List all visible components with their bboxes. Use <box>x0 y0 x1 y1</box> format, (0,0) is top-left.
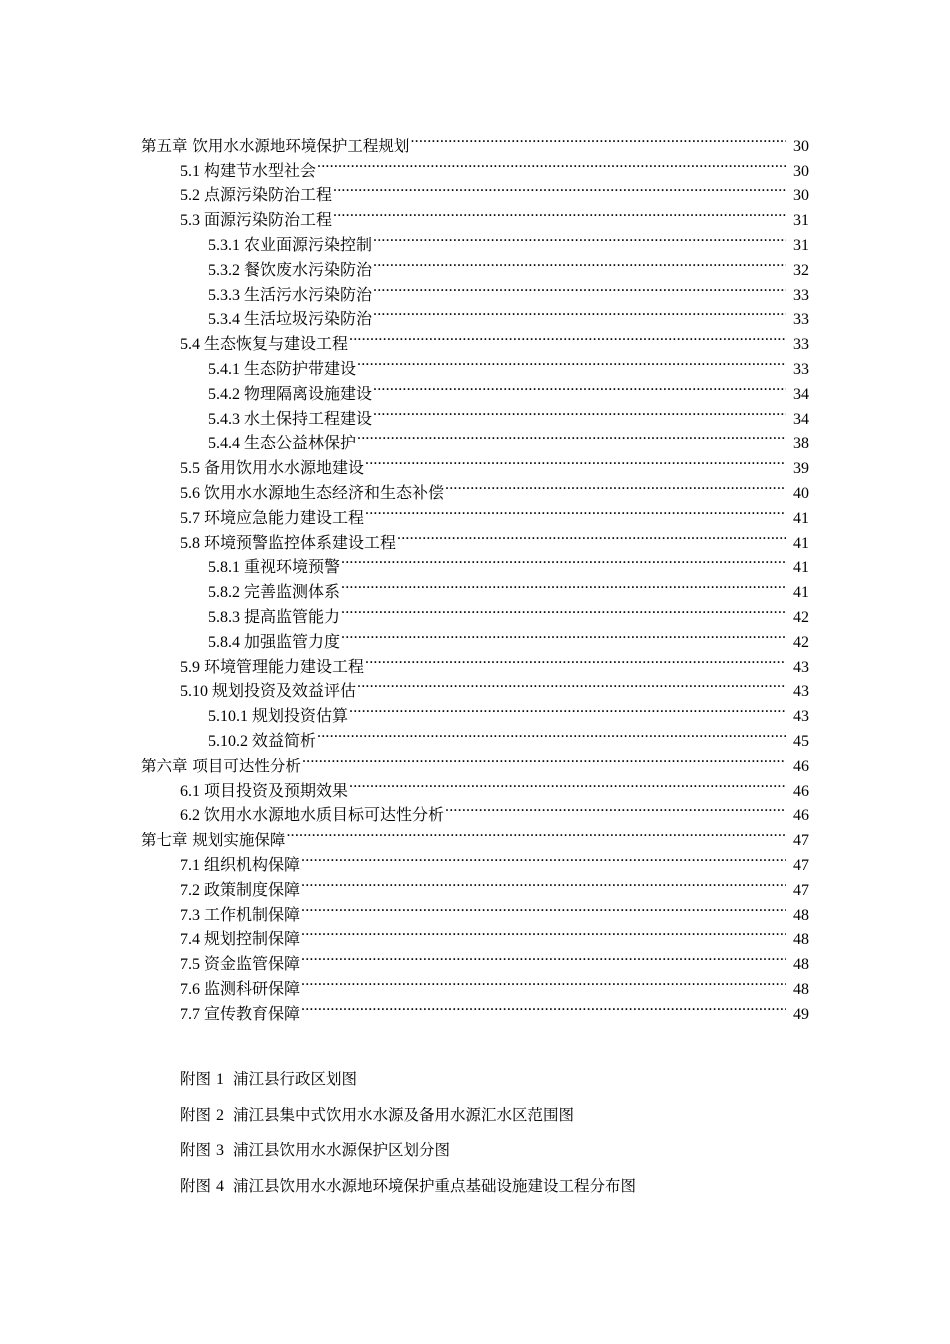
toc-page-number: 48 <box>793 931 809 949</box>
toc-entry-title: 5.10.1 规划投资估算 <box>208 708 349 726</box>
toc-entry-title: 5.8.1 重视环境预警 <box>208 559 341 577</box>
toc-dot-leader <box>301 920 786 945</box>
toc-dot-leader <box>445 473 786 498</box>
toc-dot-leader <box>373 275 786 300</box>
toc-subsection-entry[interactable] <box>0 250 950 279</box>
toc-entry-title: 7.4 规划控制保障 <box>180 931 301 949</box>
toc-entry-title: 5.4.1 生态防护带建设 <box>208 360 357 378</box>
toc-page-number: 30 <box>793 187 809 205</box>
toc-entry-title: 7.5 资金监管保障 <box>180 956 301 974</box>
toc-dot-leader <box>373 300 786 325</box>
toc-entry-title: 5.5 备用饮用水水源地建设 <box>180 460 365 478</box>
appendix-figure-item <box>180 1174 636 1210</box>
toc-page-number: 46 <box>793 782 809 800</box>
toc-dot-leader <box>301 870 786 895</box>
toc-chapter-entry[interactable] <box>0 126 950 155</box>
toc-dot-leader <box>357 424 786 449</box>
toc-entry-title: 5.7 环境应急能力建设工程 <box>180 509 365 527</box>
toc-section-entry[interactable] <box>0 796 950 825</box>
toc-dot-leader <box>373 374 786 399</box>
toc-dot-leader <box>301 994 786 1019</box>
figure-label <box>180 1103 224 1128</box>
toc-subsection-entry[interactable] <box>0 225 950 254</box>
toc-entry-title: 第六章 项目可达性分析 <box>141 756 301 775</box>
toc-entry-title: 5.3 面源污染防治工程 <box>180 212 333 230</box>
figure-label <box>180 1174 224 1199</box>
toc-subsection-entry[interactable] <box>0 374 950 403</box>
figure-label <box>180 1138 224 1163</box>
toc-dot-leader <box>341 572 786 597</box>
toc-section-entry[interactable] <box>0 870 950 899</box>
toc-dot-leader <box>302 746 786 771</box>
figure-number: 1 <box>215 1071 224 1088</box>
toc-subsection-entry[interactable] <box>0 597 950 626</box>
toc-dot-leader <box>317 721 786 746</box>
appendix-figure-item <box>180 1138 636 1174</box>
toc-dot-leader <box>349 324 786 349</box>
toc-page-number: 48 <box>793 980 809 998</box>
toc-page-number: 32 <box>793 261 809 279</box>
toc-dot-leader <box>373 399 786 424</box>
figure-number: 3 <box>215 1142 224 1159</box>
toc-subsection-entry[interactable] <box>0 349 950 378</box>
toc-section-entry[interactable] <box>0 845 950 874</box>
toc-dot-leader <box>445 796 786 821</box>
toc-page-number: 33 <box>793 336 809 354</box>
toc-section-entry[interactable] <box>0 324 950 354</box>
toc-entry-title: 5.8 环境预警监控体系建设工程 <box>180 534 397 552</box>
toc-entry-title: 第五章 饮用水水源地环境保护工程规划 <box>141 136 410 155</box>
toc-dot-leader <box>365 448 786 473</box>
toc-page-number: 40 <box>793 484 809 502</box>
toc-dot-leader <box>341 597 786 622</box>
toc-page-number: 45 <box>793 732 809 750</box>
toc-dot-leader <box>301 895 786 920</box>
toc-subsection-entry[interactable] <box>0 275 950 304</box>
toc-entry-title: 7.6 监测科研保障 <box>180 980 301 998</box>
toc-section-entry[interactable] <box>0 672 950 701</box>
toc-page-number: 38 <box>793 435 809 453</box>
toc-dot-leader <box>317 151 786 176</box>
toc-entry-title: 5.8.3 提高监管能力 <box>208 608 341 626</box>
toc-entry-title: 5.9 环境管理能力建设工程 <box>180 658 365 676</box>
appendix-figure-item <box>180 1067 636 1103</box>
toc-dot-leader <box>365 647 786 672</box>
toc-chapter-entry[interactable] <box>0 746 950 775</box>
appendix-figure-list <box>180 1067 636 1209</box>
figure-label-text: 附图 <box>180 1176 212 1195</box>
toc-page-number: 43 <box>793 683 809 701</box>
toc-chapter-entry[interactable] <box>0 820 950 850</box>
figure-label-text: 附图 <box>180 1070 212 1088</box>
toc-page-number: 41 <box>793 509 809 527</box>
toc-dot-leader <box>410 126 786 151</box>
toc-page-number: 46 <box>793 757 809 775</box>
toc-entry-title: 7.7 宣传教育保障 <box>180 1005 301 1023</box>
toc-page-number: 31 <box>793 236 809 254</box>
toc-page-number: 47 <box>793 881 809 899</box>
toc-section-entry[interactable] <box>0 523 950 552</box>
toc-entry-title: 5.3.2 餐饮废水污染防治 <box>208 261 373 279</box>
toc-section-entry[interactable] <box>0 920 950 949</box>
toc-entry-title: 7.1 组织机构保障 <box>180 856 301 874</box>
toc-dot-leader <box>301 845 786 870</box>
toc-page-number: 41 <box>793 559 809 577</box>
toc-entry-title: 6.2 饮用水水源地水质目标可达性分析 <box>180 807 445 825</box>
toc-entry-title: 5.2 点源污染防治工程 <box>180 187 333 205</box>
toc-subsection-entry[interactable] <box>0 696 950 726</box>
toc-subsection-entry[interactable] <box>0 300 950 329</box>
figure-label-text: 附图 <box>180 1141 212 1159</box>
toc-entry-title: 7.2 政策制度保障 <box>180 881 301 899</box>
toc-page-number: 48 <box>793 906 809 924</box>
figure-title: 浦江县饮用水水源保护区划分图 <box>232 1141 450 1159</box>
toc-page-number: 31 <box>793 212 809 230</box>
toc-page-number: 39 <box>793 460 809 478</box>
toc-section-entry[interactable] <box>0 473 950 502</box>
toc-section-entry[interactable] <box>0 498 950 527</box>
toc-section-entry[interactable] <box>0 200 950 230</box>
toc-dot-leader <box>286 820 786 845</box>
toc-entry-title: 5.4.3 水土保持工程建设 <box>208 410 373 428</box>
toc-page-number: 42 <box>793 608 809 626</box>
toc-dot-leader <box>349 771 786 796</box>
toc-section-entry[interactable] <box>0 448 950 478</box>
toc-section-entry[interactable] <box>0 176 950 205</box>
figure-title: 浦江县行政区划图 <box>232 1070 357 1088</box>
toc-entry-title: 5.6 饮用水水源地生态经济和生态补偿 <box>180 484 445 502</box>
figure-number: 4 <box>215 1177 224 1195</box>
toc-entry-title: 5.8.2 完善监测体系 <box>208 584 341 602</box>
toc-dot-leader <box>357 672 786 697</box>
toc-page-number: 33 <box>793 286 809 304</box>
toc-dot-leader <box>349 696 786 721</box>
toc-dot-leader <box>333 176 786 201</box>
toc-entry-title: 7.3 工作机制保障 <box>180 906 301 924</box>
toc-subsection-entry[interactable] <box>0 399 950 428</box>
toc-dot-leader <box>365 498 786 523</box>
toc-page-number: 41 <box>793 534 809 552</box>
toc-section-entry[interactable] <box>0 771 950 800</box>
toc-dot-leader <box>301 969 786 994</box>
toc-page-number: 33 <box>793 360 809 378</box>
toc-dot-leader <box>341 622 786 647</box>
toc-entry-title: 6.1 项目投资及预期效果 <box>180 782 349 800</box>
toc-section-entry[interactable] <box>0 994 950 1023</box>
toc-entry-title: 5.3.3 生活污水污染防治 <box>208 286 373 304</box>
toc-page-number: 33 <box>793 311 809 329</box>
toc-page-number: 34 <box>793 385 809 403</box>
toc-page-number: 47 <box>793 856 809 874</box>
toc-page-number: 43 <box>793 708 809 726</box>
toc-entry-title: 5.4.4 生态公益林保护 <box>208 435 357 453</box>
toc-dot-leader <box>357 349 786 374</box>
toc-page-number: 49 <box>793 1005 809 1023</box>
toc-dot-leader <box>397 523 786 548</box>
toc-entry-title: 第七章 规划实施保障 <box>141 831 286 850</box>
figure-number: 2 <box>215 1106 224 1124</box>
figure-title: 浦江县饮用水水源地环境保护重点基础设施建设工程分布图 <box>232 1176 636 1195</box>
toc-page-number: 47 <box>793 832 809 850</box>
figure-label <box>180 1067 224 1092</box>
toc-entry-title: 5.4 生态恢复与建设工程 <box>180 336 349 354</box>
toc-subsection-entry[interactable] <box>0 721 950 750</box>
toc-entry-title: 5.1 构建节水型社会 <box>180 162 317 180</box>
toc-entry-title: 5.10 规划投资及效益评估 <box>180 683 357 701</box>
toc-page-number: 34 <box>793 410 809 428</box>
toc-dot-leader <box>341 548 786 573</box>
table-of-contents <box>0 126 950 1023</box>
figure-label-text: 附图 <box>180 1105 212 1124</box>
toc-page-number: 41 <box>793 584 809 602</box>
toc-subsection-entry[interactable] <box>0 622 950 651</box>
appendix-figure-item <box>180 1103 636 1139</box>
toc-entry-title: 5.10.2 效益简析 <box>208 732 317 750</box>
toc-page-number: 48 <box>793 956 809 974</box>
toc-subsection-entry[interactable] <box>0 424 950 453</box>
toc-subsection-entry[interactable] <box>0 548 950 577</box>
toc-entry-title: 5.8.4 加强监管力度 <box>208 633 341 651</box>
toc-dot-leader <box>373 250 786 275</box>
toc-section-entry[interactable] <box>0 647 950 676</box>
toc-dot-leader <box>301 944 786 969</box>
toc-section-entry[interactable] <box>0 969 950 998</box>
toc-section-entry[interactable] <box>0 151 950 180</box>
toc-page-number: 30 <box>793 137 809 155</box>
toc-section-entry[interactable] <box>0 895 950 924</box>
toc-dot-leader <box>373 225 786 250</box>
toc-page-number: 43 <box>793 658 809 676</box>
toc-entry-title: 5.4.2 物理隔离设施建设 <box>208 385 373 403</box>
toc-page-number: 42 <box>793 633 809 651</box>
toc-page-number: 30 <box>793 162 809 180</box>
toc-entry-title: 5.3.1 农业面源污染控制 <box>208 236 373 254</box>
toc-dot-leader <box>333 200 786 225</box>
toc-entry-title: 5.3.4 生活垃圾污染防治 <box>208 311 373 329</box>
figure-title: 浦江县集中式饮用水水源及备用水源汇水区范围图 <box>232 1105 574 1124</box>
toc-section-entry[interactable] <box>0 944 950 974</box>
toc-page-number: 46 <box>793 807 809 825</box>
toc-subsection-entry[interactable] <box>0 572 950 602</box>
